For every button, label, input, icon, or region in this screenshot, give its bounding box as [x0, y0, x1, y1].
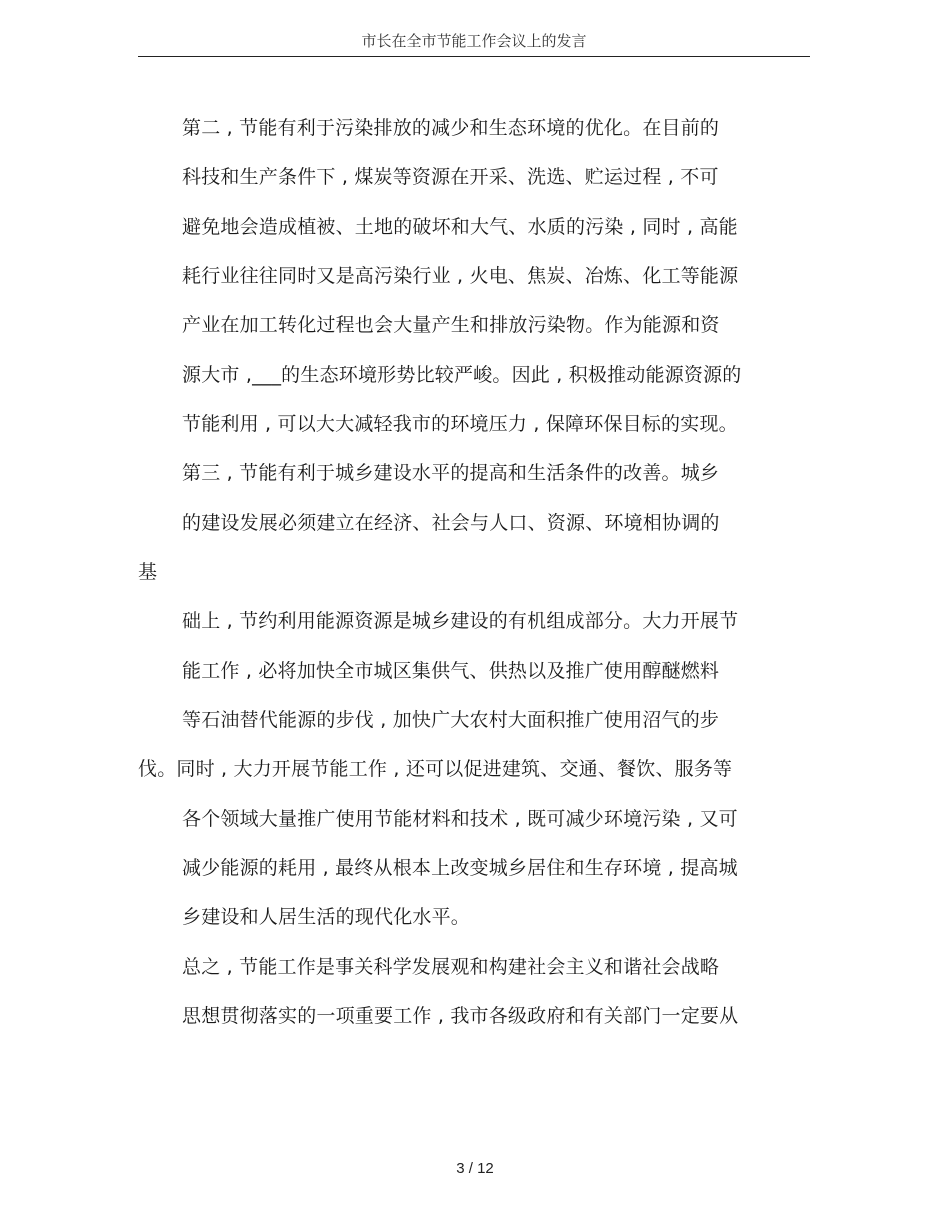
paragraph-line: 等石油替代能源的步伐 , 加快广大农村大面积推广使用沼气的步 [182, 709, 720, 731]
paragraph-line: 耗行业往往同时又是高污染行业 , 火电、焦炭、冶炼、化工等能源 [182, 265, 739, 287]
page-number: 3 / 12 [456, 1160, 494, 1177]
paragraph-line: 能工作 , 必将加快全市城区集供气、供热以及推广使用醇醚燃料 [182, 660, 720, 682]
paragraph-line: 源大市 ,___的生态环境形势比较严峻。因此 , 积极推动能源资源的 [182, 364, 742, 386]
paragraph-line: 思想贯彻落实的一项重要工作 , 我市各级政府和有关部门一定要从 [182, 1005, 739, 1027]
paragraph-line: 伐。同时 , 大力开展节能工作 , 还可以促进建筑、交通、餐饮、服务等 [138, 758, 733, 780]
paragraph-line: 节能利用 , 可以大大减轻我市的环境压力 , 保障环保目标的实现。 [182, 413, 738, 435]
header-rule [138, 56, 810, 57]
paragraph-line: 产业在加工转化过程也会大量产生和排放污染物。作为能源和资 [182, 314, 720, 336]
paragraph-line: 总之 , 节能工作是事关科学发展观和构建社会主义和谐社会战略 [182, 956, 720, 978]
paragraph-line: 乡建设和人居生活的现代化水平。 [182, 906, 471, 928]
paragraph-line: 的建设发展必须建立在经济、社会与人口、资源、环境相协调的 [182, 512, 720, 534]
paragraph-line: 第三 , 节能有利于城乡建设水平的提高和生活条件的改善。城乡 [182, 462, 720, 484]
paragraph-line: 避免地会造成植被、土地的破坏和大气、水质的污染 , 同时 , 高能 [182, 216, 738, 238]
paragraph-line: 减少能源的耗用 , 最终从根本上改变城乡居住和生存环境 , 提高城 [182, 857, 738, 879]
paragraph-line: 各个领域大量推广使用节能材料和技术 , 既可减少环境污染 , 又可 [182, 808, 738, 830]
paragraph-line: 基 [138, 561, 158, 583]
paragraph-line: 第二 , 节能有利于污染排放的减少和生态环境的优化。在目前的 [182, 117, 720, 139]
paragraph-line: 础上 , 节约利用能源资源是城乡建设的有机组成部分。大力开展节 [182, 610, 739, 632]
paragraph-line: 科技和生产条件下 , 煤炭等资源在开采、洗选、贮运过程 , 不可 [182, 166, 719, 188]
page-header-title: 市长在全市节能工作会议上的发言 [361, 32, 587, 50]
